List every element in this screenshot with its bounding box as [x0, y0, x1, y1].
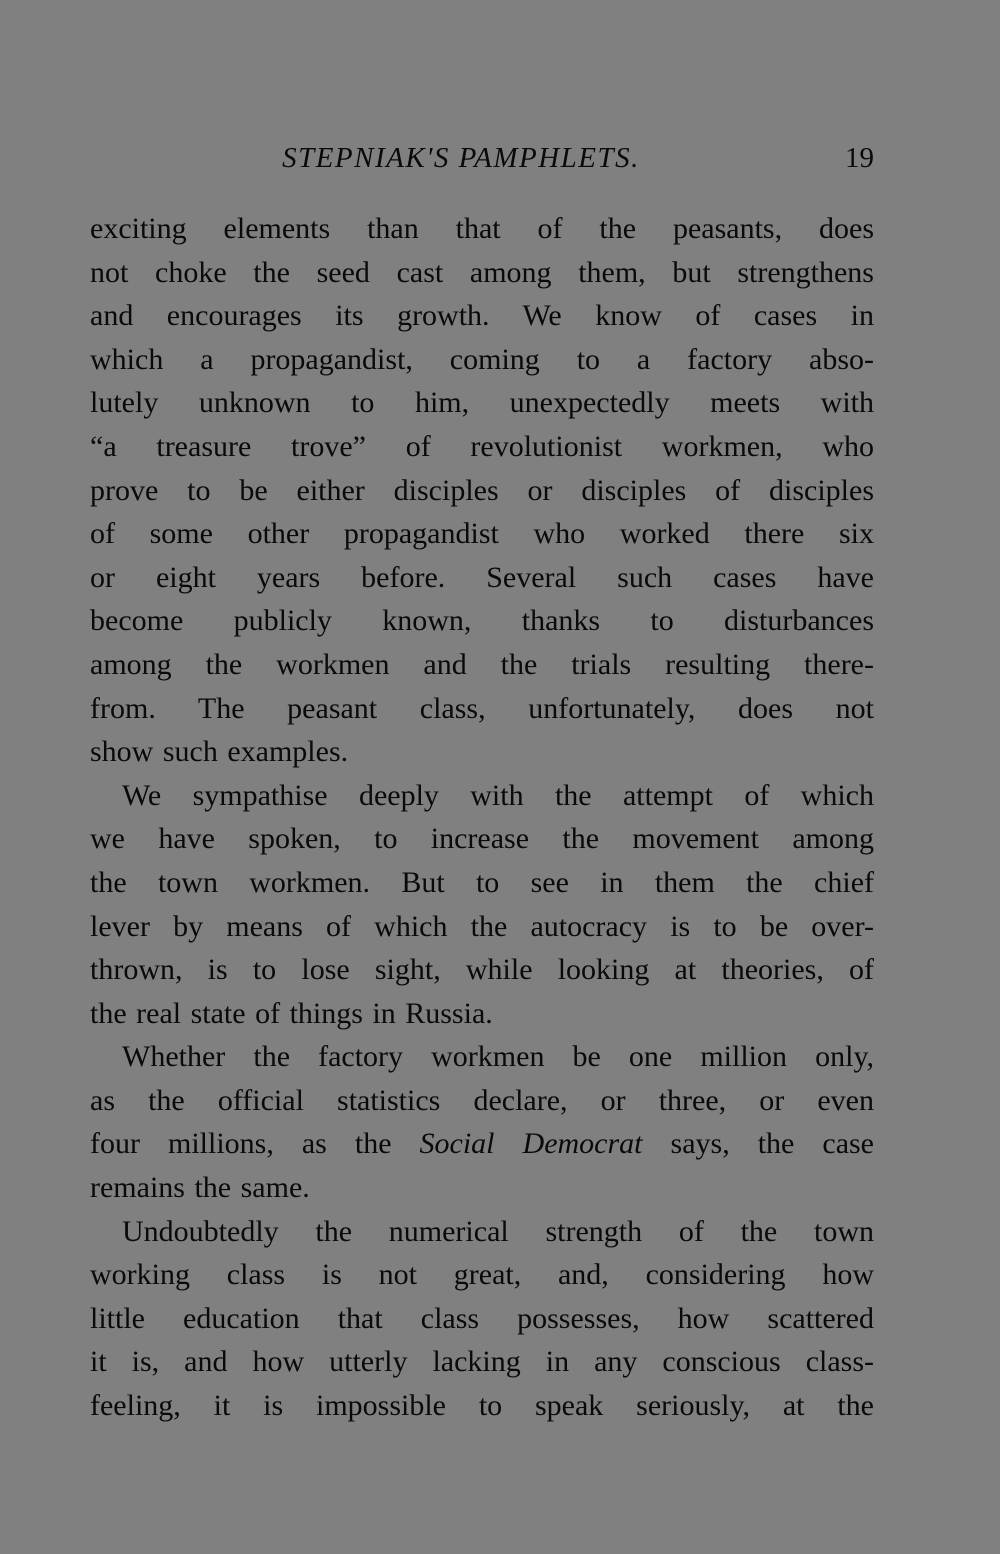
paragraph-3	[90, 1035, 874, 1209]
text-line: not choke the seed cast among them, but strengthens	[90, 255, 874, 289]
body-text	[90, 207, 874, 1428]
text-line: from. The peasant class, unfortunately, does not	[90, 691, 874, 725]
text-line: “a treasure trove” of revolutionist workmen, who	[90, 429, 874, 463]
running-title: STEPNIAK'S PAMPHLETS.	[282, 142, 640, 174]
text-line: Undoubtedly the numerical strength of the town	[122, 1214, 874, 1248]
text-line: thrown, is to lose sight, while looking at theories, of	[90, 953, 874, 987]
text-line: as the official statistics declare, or three, or even	[90, 1083, 874, 1117]
text-line: Whether the factory workmen be one million only,	[122, 1040, 874, 1074]
italic-title: Social Democrat	[419, 1127, 643, 1161]
text-line: which a propagandist, coming to a factory abso-	[90, 342, 874, 376]
text-fragment: four millions, as the	[90, 1127, 420, 1161]
text-line: or eight years before. Several such cases have	[90, 560, 874, 594]
text-line: become publicly known, thanks to disturbances	[90, 604, 874, 638]
paragraph-4	[90, 1210, 874, 1428]
text-line: feeling, it is impossible to speak seriously, at the	[90, 1389, 874, 1423]
text-fragment: says, the case	[642, 1127, 874, 1161]
text-line: of some other propagandist who worked there six	[90, 517, 874, 551]
text-line: we have spoken, to increase the movement among	[90, 822, 874, 856]
text-line: the town workmen. But to see in them the chief	[90, 865, 874, 899]
text-line: remains the same.	[90, 1171, 310, 1205]
text-line: prove to be either disciples or disciples of disciples	[90, 473, 874, 507]
paragraph-2	[90, 774, 874, 1036]
text-line: the real state of things in Russia.	[90, 996, 493, 1030]
page-number: 19	[845, 142, 874, 174]
paragraph-1	[90, 207, 874, 774]
text-line: little education that class possesses, how scattered	[90, 1301, 874, 1335]
text-line: lutely unknown to him, unexpectedly meets with	[90, 386, 874, 420]
text-line-with-italic	[90, 1122, 874, 1166]
text-line: show such examples.	[90, 735, 349, 769]
text-line: lever by means of which the autocracy is to be over-	[90, 909, 874, 943]
text-line: among the workmen and the trials resulting there-	[90, 647, 874, 681]
text-line: We sympathise deeply with the attempt of which	[122, 778, 874, 812]
text-line: exciting elements than that of the peasants, does	[90, 212, 874, 245]
text-line: it is, and how utterly lacking in any conscious class-	[90, 1345, 874, 1379]
text-line: and encourages its growth. We know of cases in	[90, 299, 874, 333]
text-line: working class is not great, and, considering how	[90, 1258, 874, 1292]
running-head	[88, 138, 874, 178]
